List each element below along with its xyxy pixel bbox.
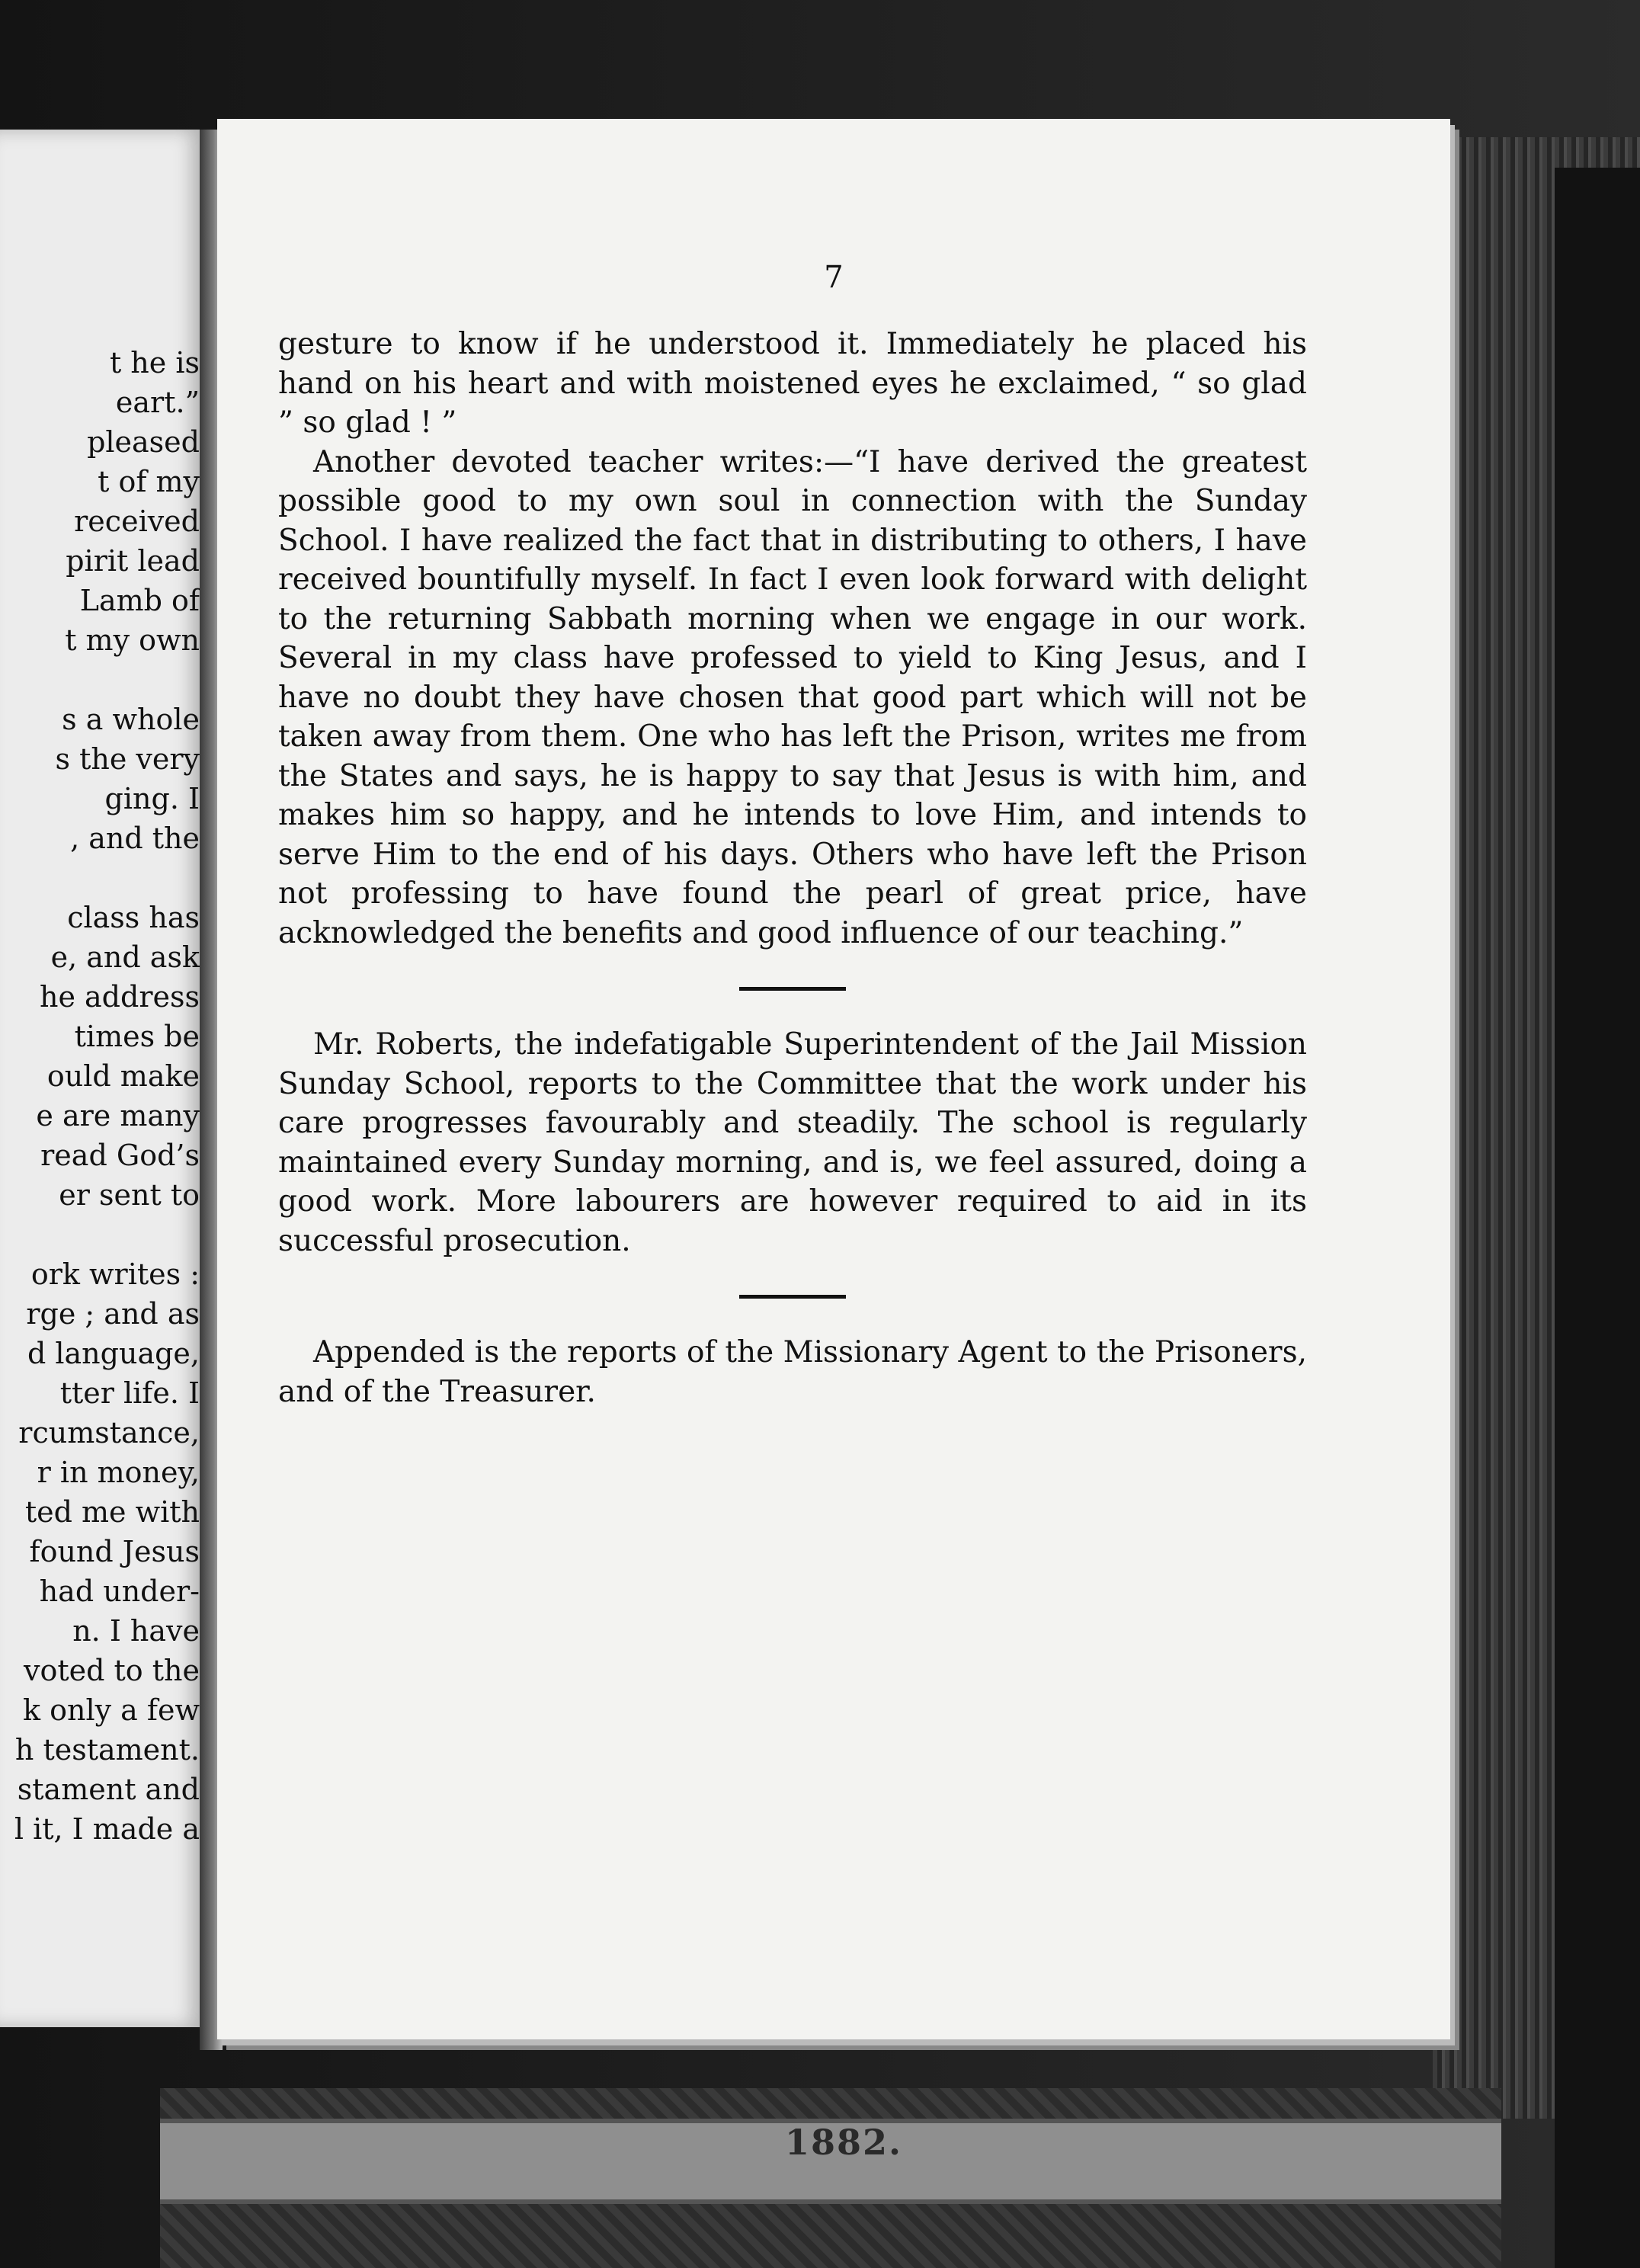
paragraph-2: Another devoted teacher writes:—“I have derived the greatest possible good to my own soul in connection with the Sunday School. I have realized the fact that in distributing to others, I have received bountifully myself. In fact I even look forward with delight to the returning Sabbath morning when we engage in our work. Several in my class have professed to yield to King Jesus, and I have no doubt they have chosen that good part which will not be taken away from them. One who has left the Prison, writes me from the States and says, he is happy to say that Jesus is with him, and makes him so happy, and he intends to love Him, and intends to serve Him to the end of his days. Others who have left the Prison not professing to have found the pearl of great price, have acknowledged the benefits and good influence of our teaching.” <box>278 444 1307 950</box>
left-page-line: er sent to <box>59 1178 200 1212</box>
left-page-line: rge ; and as <box>26 1297 200 1331</box>
left-page <box>0 130 206 2027</box>
right-page <box>217 119 1450 2039</box>
left-page-line: l it, I made a <box>14 1812 200 1846</box>
left-page-line: eart.” <box>115 386 200 419</box>
left-page-line: t of my <box>98 465 200 498</box>
left-page-line: t he is <box>109 346 200 380</box>
left-page-line: ork writes : <box>30 1257 200 1291</box>
left-page-line <box>0 1215 200 1254</box>
left-page-line: voted to the <box>24 1654 200 1687</box>
left-page-line: ould make <box>46 1059 200 1093</box>
left-page-line: had under- <box>39 1574 200 1608</box>
left-page-line: pirit lead <box>66 544 200 578</box>
left-page-line: e, and ask <box>50 940 200 974</box>
book-cover-edge <box>1555 168 1640 2268</box>
paragraph-1: gesture to know if he understood it. Immediately he placed his hand on his heart and with moistened eyes he exclaimed, “ so glad ” so glad ! ” <box>278 327 1307 440</box>
left-page-line: r in money, <box>37 1456 200 1489</box>
left-page-line: h testament. <box>14 1733 200 1767</box>
paragraph-3: Mr. Roberts, the indefatigable Superintendent of the Jail Mission Sunday School, reports to the Committee that the work under his care progresses favourably and steadily. The school is regularly maintained every Sunday morning, and is, we feel assured, doing a good work. More labourers are however required to aid in its successful prosecution. <box>278 1027 1307 1258</box>
left-page-line: Lamb of <box>79 584 200 617</box>
left-page-line: s the very <box>55 742 200 776</box>
left-page-line: he address <box>39 980 200 1014</box>
left-page-line: received <box>74 505 200 538</box>
section-rule <box>739 987 846 991</box>
left-page-line: s a whole <box>62 703 200 736</box>
left-page-line: e are many <box>36 1099 200 1132</box>
left-page-line: times be <box>74 1020 200 1053</box>
left-page-line: k only a few <box>23 1693 200 1727</box>
left-page-line: class has <box>67 901 200 934</box>
left-page-line: pleased <box>87 425 200 459</box>
left-page-line: ging. I <box>104 782 200 815</box>
left-page-line: , and the <box>70 822 200 855</box>
book-cover-bottom <box>160 2088 1501 2268</box>
section-rule <box>739 1295 846 1299</box>
left-page-line: tter life. I <box>59 1376 200 1410</box>
left-page-line: read God’s <box>40 1139 200 1172</box>
left-page-text <box>0 343 200 1849</box>
left-page-line: rcumstance, <box>18 1416 200 1450</box>
left-page-line: d language, <box>27 1337 200 1370</box>
left-page-line <box>0 660 200 700</box>
left-page-line: t my own <box>65 623 200 657</box>
left-page-line <box>0 858 200 898</box>
left-page-line: n. I have <box>72 1614 200 1648</box>
page-number: 7 <box>824 260 844 295</box>
left-page-line: found Jesus <box>29 1535 200 1568</box>
left-page-line: stament and <box>17 1773 200 1806</box>
left-page-line: ted me with <box>24 1495 200 1529</box>
cover-year: 1882. <box>785 2122 903 2163</box>
paragraph-4: Appended is the reports of the Missionary Agent to the Prisoners, and of the Treasurer. <box>278 1335 1307 1409</box>
page-body <box>278 325 1307 1411</box>
